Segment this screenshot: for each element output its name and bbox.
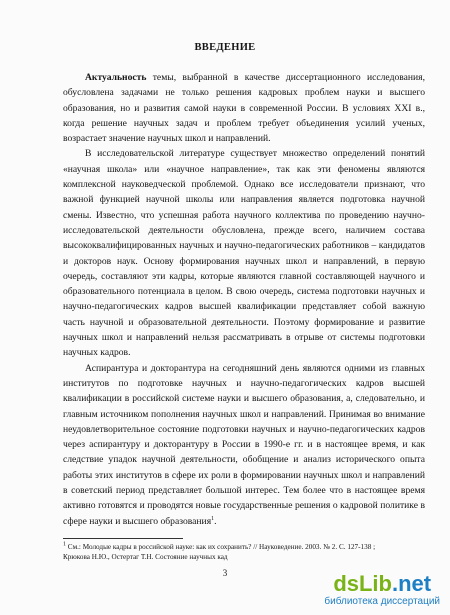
watermark-subtitle: библиотека диссертаций <box>324 596 440 607</box>
body-text <box>63 70 425 529</box>
logo-green-text: dsLib <box>333 571 392 596</box>
footnote <box>63 542 393 562</box>
footnote-reference[interactable]: 1 <box>211 515 215 522</box>
logo-blue-text: .net <box>391 571 432 596</box>
dslib-logo[interactable] <box>333 572 431 596</box>
dslib-watermark[interactable] <box>324 572 440 608</box>
page-number: 3 <box>222 568 228 578</box>
page-title: ВВЕДЕНИЕ <box>194 42 256 53</box>
paragraph-postgraduate <box>63 361 425 529</box>
relevance-term: Актуальность <box>85 72 147 83</box>
footnote-text: См.: Молодые кадры в российской науке: как их сохранить? // Науковедение. 2003. № 2. С. 127-138 ; Крюкова Н.Ю., Остертаг Т.Н. Состояние научных кад <box>63 543 376 561</box>
paragraph-relevance-text: темы, выбранной в качестве диссертационного исследования, обусловлена задачами не только решения кадровых проблем науки и высшего образования, но и развития самой науки в современной России. В условиях XXI в., когда решение научных задач и проблем требует объединения усилий ученых, возрастает значение научных школ и направлений. <box>63 72 425 145</box>
paragraph-relevance <box>63 70 425 146</box>
footnote-divider <box>63 538 183 539</box>
paragraph-postgraduate-text: Аспирантура и докторантура на сегодняшний день являются одними из главных институтов по подготовке научных и научно-педагогических кадров высшей квалификации в российской системе науки и высшего образования, а, следовательно, и главным источником пополнения научных школ и направлений. Принимая во внимание неудовлетворительное состояние подготовки научных и научно-педагогических кадров через аспирантуру и докторантуру в России в 1990-е гг. и в настоящее время, и как следствие упадок научной деятельности, обобщение и анализ исторического опыта работы этих институтов в сфере их роли в формировании научных школ и направлений в советский период представляет большой интерес. Тем более что в настоящее время активно готовятся и проводятся новые государственные решения о кадровой политике в сфере науки и высшего образования <box>63 362 425 527</box>
paragraph-definitions: В исследовательской литературе существует множество определений понятий «научная школа» или «научное направление», так как эти феномены являются комплексной науковедческой проблемой. Однако все исследователи признают, что важной функцией научной школы или направления является подготовка научной смены. Известно, что успешная работа научного коллектива по проведению научно-исследовательской деятельности обусловлена, прежде всего, наличием состава высококвалифицированных научных и научно-педагогических работников – кандидатов и докторов наук. Основу формирования научных школ и направлений, в первую очередь, составляют эти кадры, которые являются главной составляющей научного и образовательного потенциала в целом. В свою очередь, система подготовки научных и научно-педагогических кадров высшей квалификации представляет собой важную часть научной и образовательной деятельности. Поэтому формирование и развитие научных школ и направлений нельзя рассматривать в отрыве от системы подготовки научных кадров. <box>63 148 425 359</box>
paragraph-end-punct: . <box>214 515 217 527</box>
footnote-mark: 1 <box>63 541 66 548</box>
